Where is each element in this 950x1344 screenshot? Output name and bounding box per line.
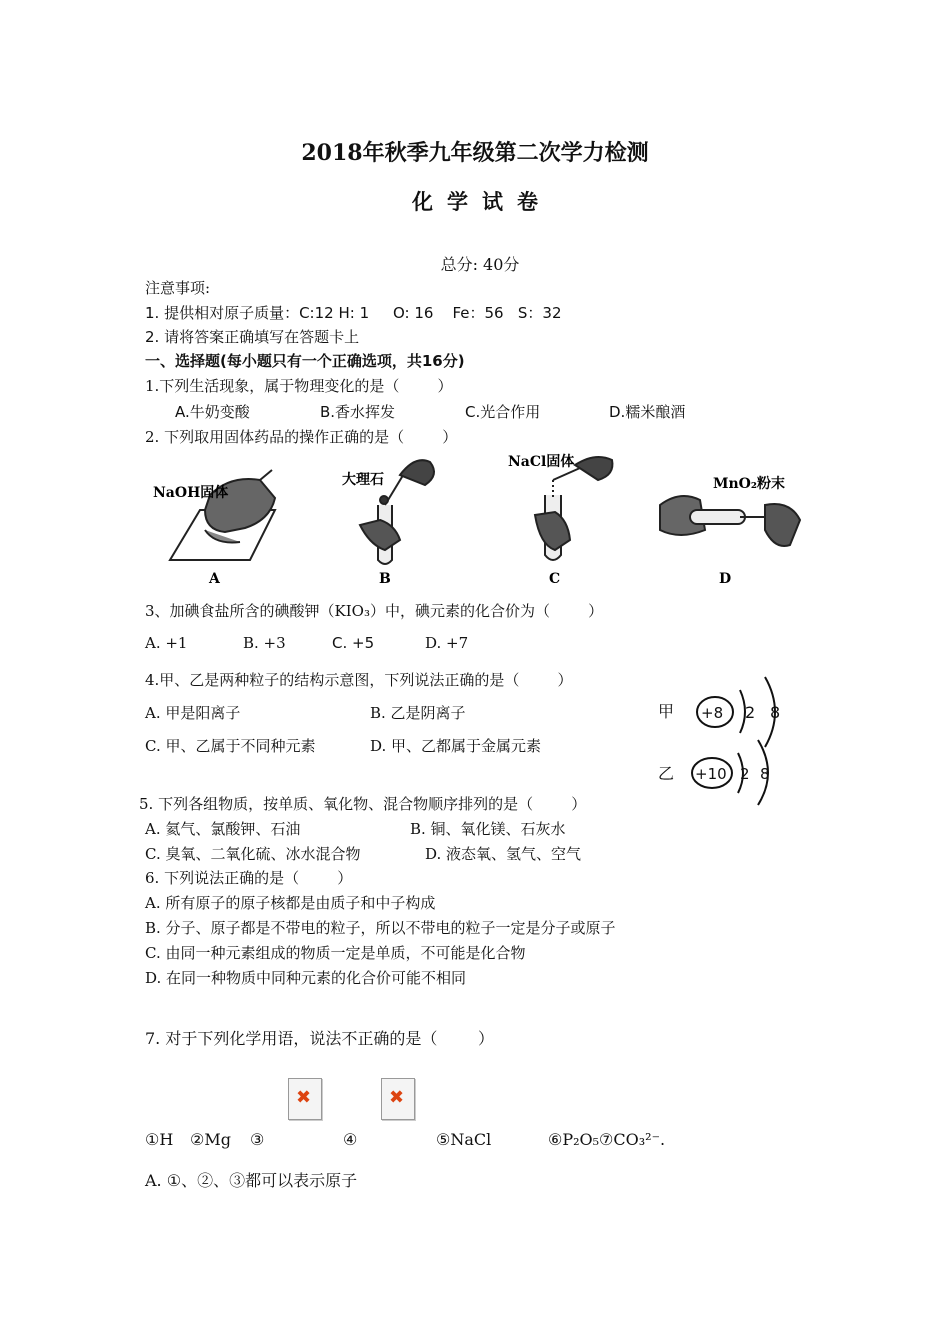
q1-option-c: C.光合作用: [465, 403, 541, 421]
q7-stem: 7. 对于下列化学用语，说法不正确的是（ ）: [145, 1029, 495, 1048]
notice-heading: 注意事项:: [145, 279, 211, 297]
figure-letter-b: B: [379, 571, 391, 587]
q7-option-a: A. ①、②、③都可以表示原子: [145, 1171, 358, 1190]
q5-option-c: C. 臭氧、二氧化硫、冰水混合物: [145, 845, 361, 863]
q1-option-d: D.糯米酿酒: [609, 403, 686, 421]
atom-jia-nucleus: +8: [701, 704, 724, 722]
q7-item-2: ②Mg: [190, 1130, 231, 1149]
q6-stem: 6. 下列说法正确的是（ ）: [145, 869, 353, 887]
q7-item-3: ③: [250, 1130, 265, 1149]
exam-title: 2018年秋季九年级第二次学力检测: [301, 140, 649, 166]
q1-option-a: A.牛奶变酸: [175, 403, 250, 421]
exam-subtitle: 化学试卷: [412, 189, 552, 214]
figure-letter-c: C: [549, 571, 561, 587]
broken-image-icon: ✖: [381, 1078, 415, 1120]
q6-option-b: B. 分子、原子都是不带电的粒子，所以不带电的粒子一定是分子或原子: [145, 919, 616, 937]
q3-option-c: C. +5: [332, 634, 375, 652]
atom-jia-shell-1: 2: [745, 703, 756, 722]
figure-label-naoh: NaOH固体: [153, 485, 229, 501]
q3-stem: 3、加碘食盐所含的碘酸钾（KIO₃）中，碘元素的化合价为（ ）: [145, 602, 604, 620]
q3-option-a: A. +1: [145, 634, 188, 652]
notice-item-1: 1. 提供相对原子质量：C:12 H: 1 O: 16 Fe：56 S：32: [145, 304, 562, 322]
figure-a-paper-hand: [170, 470, 275, 560]
total-score: 总分: 40分: [440, 255, 520, 274]
atom-jia-shell-2: 8: [770, 703, 781, 722]
atom-yi-shell-1: 2: [740, 765, 750, 783]
broken-image-icon: ✖: [288, 1078, 322, 1120]
q7-item-5: ⑤NaCl: [436, 1130, 492, 1149]
q1-stem: 1.下列生活现象，属于物理变化的是（ ）: [145, 377, 453, 395]
q5-option-a: A. 氦气、氯酸钾、石油: [145, 820, 301, 838]
atom-yi-label: 乙: [658, 764, 675, 783]
figure-d-horizontal-tube: [660, 496, 800, 546]
notice-item-2: 2. 请将答案正确填写在答题卡上: [145, 328, 360, 346]
q5-option-d: D. 液态氧、氢气、空气: [425, 845, 582, 863]
section-heading: 一、选择题(每小题只有一个正确选项，共16分): [145, 352, 465, 370]
figure-c-test-tube: [535, 457, 612, 560]
q5-stem: 5. 下列各组物质，按单质、氧化物、混合物顺序排列的是（ ）: [139, 795, 587, 813]
q5-option-b: B. 铜、氧化镁、石灰水: [410, 820, 566, 838]
q4-option-a: A. 甲是阳离子: [145, 704, 241, 722]
q4-option-d: D. 甲、乙都属于金属元素: [370, 737, 542, 755]
atom-yi-nucleus: +10: [695, 765, 727, 783]
figure-label-nacl: NaCl固体: [508, 454, 575, 470]
figure-label-mno2: MnO₂粉末: [713, 476, 786, 492]
figure-letter-a: A: [209, 571, 220, 587]
atom-yi-shell-2: 8: [760, 765, 770, 783]
q4-option-b: B. 乙是阴离子: [370, 704, 466, 722]
atom-yi: [658, 740, 770, 805]
figure-letter-d: D: [719, 571, 732, 587]
q7-item-1: ①H: [145, 1130, 174, 1149]
q1-option-b: B.香水挥发: [320, 403, 396, 421]
q2-stem: 2. 下列取用固体药品的操作正确的是（ ）: [145, 428, 458, 446]
q7-item-4: ④: [343, 1130, 358, 1149]
atom-structure-diagrams: [650, 665, 810, 815]
atom-jia-label: 甲: [658, 702, 675, 721]
q6-option-d: D. 在同一种物质中同种元素的化合价可能不相同: [145, 969, 467, 987]
q4-option-c: C. 甲、乙属于不同种元素: [145, 737, 316, 755]
q4-stem: 4.甲、乙是两种粒子的结构示意图，下列说法正确的是（ ）: [145, 671, 573, 689]
q2-figure: [0, 450, 950, 590]
q6-option-c: C. 由同一种元素组成的物质一定是单质，不可能是化合物: [145, 944, 526, 962]
q6-option-a: A. 所有原子的原子核都是由质子和中子构成: [145, 894, 436, 912]
q3-option-b: B. +3: [243, 634, 286, 652]
q3-option-d: D. +7: [425, 634, 469, 652]
figure-label-marble: 大理石: [342, 472, 384, 488]
q7-item-6-7: ⑥P₂O₅⑦CO₃²⁻.: [548, 1130, 666, 1149]
atom-jia: [658, 677, 780, 747]
